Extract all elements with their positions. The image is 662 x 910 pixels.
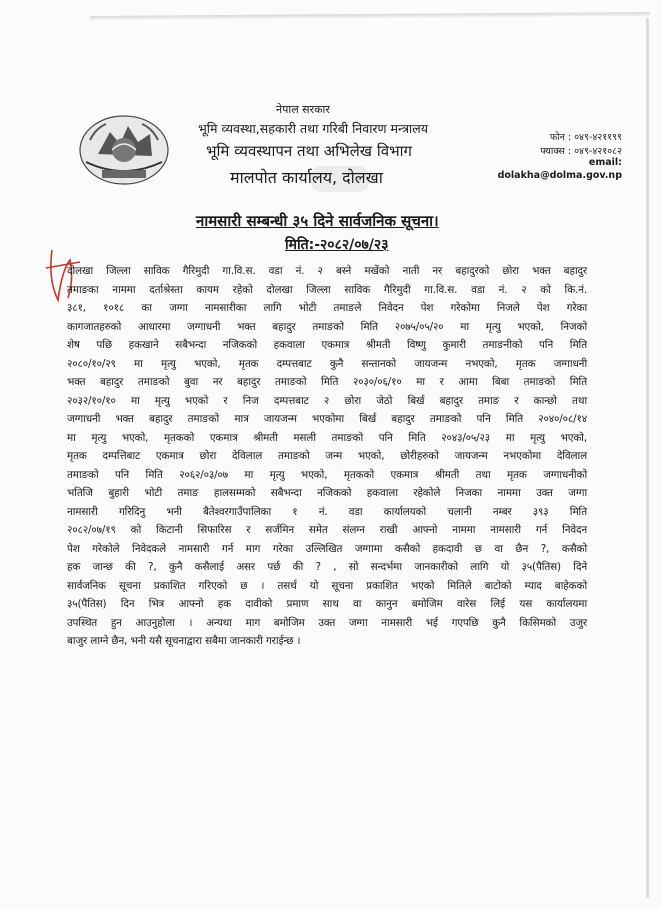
ink-blot (310, 166, 370, 192)
body-line: दोलखा जिल्ला साविक गैरिमुदी गा.वि.स. वडा नं. २ बस्ने मखेंको नाती नर बहादुरको छोरा भक्त बहादुर (67, 265, 587, 277)
phone-number: फोन : ०४९-४२११९९ (549, 132, 622, 143)
body-line: २०३२/१०/१० मा मृत्यु भएको र निज दम्पत्तबाट २ छोरा जेठो बिर्ख बहादुर तमाङ र कान्छो तथा (67, 394, 587, 407)
body-line: २०८०/१०/२९ मा मृत्यु भएको, मृतक दम्पत्तबाट कुनै सन्तानको जायजन्म नभएको, मृतक जग्गाधनी (67, 357, 587, 370)
office-name: मालपोत कार्यालय, दोलखा (230, 168, 383, 187)
body-line: सार्वजनिक सूचना प्रकाशित गरिएको छ । तसर्थ यो सूचना प्रकाशित भएको मितिले बाटोको म्याद बाहेकको (67, 579, 587, 592)
body-line: शेष पछि हकखाने सबैभन्दा नजिकको हकवाला एकमात्र श्रीमती विष्णु कुमारी तमाङनीको पनि मिति (67, 339, 587, 351)
page-fold-top (90, 12, 650, 20)
body-line: भक्त बहादुर तमाङको बुवा नर बहादुर तमाङको मिति २०३०/०६/१० मा र आमा बिबा तमाङको मिति (67, 376, 587, 388)
body-line: तमाङका नाममा दर्ताश्रेस्ता कायम रहेको दोलखा जिल्ला साविक गैरिमुदी गा.वि.स. वडा नं. २ को कि.नं. (67, 283, 587, 296)
body-line: ३८१, १०१८ का जग्गा नामसारीका लागि भोटी तमाङले निवेदन पेश गरेकोमा निजले पेश गरेका (67, 302, 587, 314)
body-line: जग्गाधनी भक्त बहादुर तमाङको मात्र जायजन्म भएकोमा बिर्ख बहादुर तमाङको पनि मिति २०४०/०८/१४ (67, 413, 587, 425)
body-line: उपस्थित हुन आउनुहोला । अन्यथा माग बमोजिम उक्त जग्गा नामसारी भई गएपछि कुनै किसिमको उजुर (67, 616, 587, 629)
body-line: मृतक दम्पत्तिबाट एकमात्र छोरा देविलाल तमाङको जन्म भएको, छोरीहरुको जायजन्म नभएकोमा देविलाल (67, 450, 587, 462)
department-name: भूमि व्यवस्थापन तथा अभिलेख विभाग (206, 142, 412, 160)
body-line: तमाङको पनि मिति २०६२/०३/०७ मा मृत्यु भएको, मृतकको एकमात्र श्रीमती तथा मृतक जग्गाधनीको (67, 468, 587, 481)
body-line: कागजातहरुको आधारमा जग्गाधनी भक्त बहादुर तमाङको मिति २०७५/०५/२० मा मृत्यु भएको, निजको (67, 320, 587, 333)
ministry-name: भूमि व्यवस्था,सहकारी तथा गरिबी निवारण मन्त्रालय (198, 121, 428, 136)
body-line: २०८२/०७/१९ को किटानी सिफारिस र सर्जमिन समेत संलग्न राखी आफ्नो नाममा नामसारी गर्न निवेदन (67, 524, 587, 536)
notice-date: मिति:-२०८२/०७/२३ (285, 237, 389, 253)
fax-number: फ्याक्स : ०४९-४२१०८२ (540, 146, 622, 157)
body-line: भतिजि बुहारी भोटी तमाङ हालसम्मको सबैभन्दा नजिकको हकवाला रहेकोले निजका नाममा उक्त जग्गा (67, 487, 587, 499)
body-line: हक जान्छ की ?, कुनै कसैलाई असर पर्छ की ? , सो सन्दर्भमा जानकारीको लागि यो ३५(पैतिस) दिने (67, 561, 587, 573)
body-line: ३५(पैतिस) दिन भित्र आफ्नो हक दावीको प्रमाण साथ वा कानुन बमोजिम वारेस लिई यस कार्यालयमा (67, 598, 587, 610)
page-fold-right (646, 18, 649, 898)
body-line: पेश गरेकोले निवेदकले नामसारी गर्न माग गरेका उल्लिखित जग्गामा कसैको हकदावी छ वा छैन ?, कसैको (67, 542, 587, 555)
body-line: नामसारी गरिदिनु भनी बैतेश्वरगाउँपालिका १ नं. वडा कार्यालयको चलानी नम्बर ३९३ मिति (67, 505, 587, 518)
notice-title: नामसारी सम्बन्धी ३५ दिने सार्वजनिक सूचना। (196, 212, 439, 230)
nepal-emblem-icon (76, 110, 172, 190)
email-label: email: (588, 157, 622, 168)
body-line: बाजुर लाग्ने छैन, भनी यसै सूचनाद्वारा सबैमा जानकारी गराईन्छ । (67, 635, 301, 647)
notice-body (67, 262, 587, 651)
body-line: मा मृत्यु भएको, मृतकको एकमात्र श्रीमती मसली तमाङको पनि मिति २०४३/०५/२३ मा मृत्यु भएको, (67, 431, 587, 444)
government-name: नेपाल सरकार (276, 103, 330, 116)
email-address: dolakha@dolma.gov.np (497, 170, 622, 181)
